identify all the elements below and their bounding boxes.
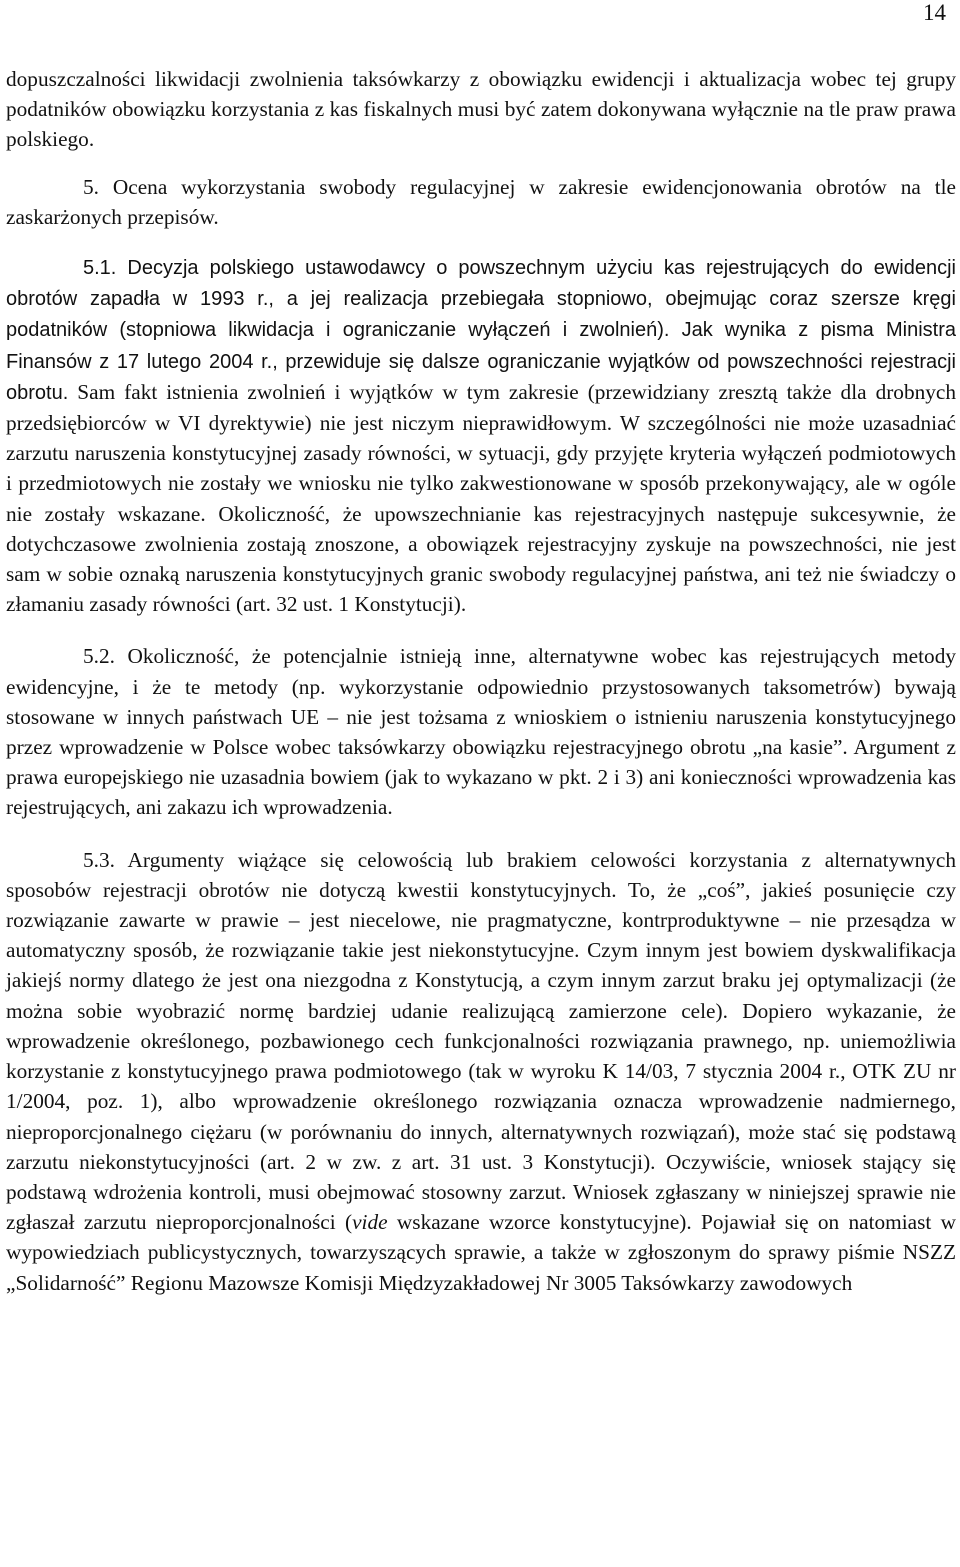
paragraph-continuation: dopuszczalności likwidacji zwolnienia taksówkarzy z obowiązku ewidencji i aktualizacja wobec tej grupy podatników obowiązku korzystania z kas fiskalnych musi być zatem dokonywana wyłącznie na tle praw prawa polskiego. [6,67,956,152]
paragraph-5-2: 5.2. Okoliczność, że potencjalnie istnieją inne, alternatywne wobec kas rejestrujących metody ewidencyjne, i że te metody (np. wykorzystanie odpowiednio przystosowanych taksometrów) bywają stosowane w innych państwach UE – nie jest tożsama z wnioskiem o istnieniu naruszenia konstytucyjnego przez wprowadzenie w Polsce wobec taksówkarzy obowiązku rejestracyjnego obrotu „na kasie”. Argument z prawa europejskiego nie uzasadnia bowiem (jak to wykazano w pkt. 2 i 3) ani konieczności wprowadzenia kas rejestrujących, ani zakazu ich wprowadzenia. [6,644,956,820]
paragraph-5-1 [6,252,956,619]
section-5-heading: 5. Ocena wykorzystania swobody regulacyjnej w zakresie ewidencjonowania obrotów na tle zaskarżonych przepisów. [6,174,956,229]
paragraph-5-3-part-a: 5.3. Argumenty wiążące się celowością lub brakiem celowości korzystania z alternatywnych sposobów rejestracji obrotów nie dotyczą kwestii konstytucyjnych. To, że „coś”, jakieś posunięcie czy rozwiązanie zawarte w prawie – jest niecelowe, nie pragmatyczne, kontrproduktywne – nie przesądza w automatyczny sposób, że rozwiązanie takie jest niekonstytucyjne. Czym innym jest bowiem dyskwalifikacja jakiejś normy dlatego że jest ona niezgodna z Konstytucją, a czym innym zarzut braku jej optymalizacji (że można sobie wyobrazić normę bardziej udanie realizującą zamierzone cele). Dopiero wykazanie, że wprowadzenie określonego, pozbawionego cech funkcjonalności rozwiązania prawnego, np. uniemożliwia korzystanie z konstytucyjnego prawa podmiotowego (tak w wyroku K 14/03, 7 stycznia 2004 r., OTK ZU nr 1/2004, poz. 1), albo wprowadzenie określonego rozwiązania oznacza wprowadzenie nadmiernego, nieproporcjonalnego ciężaru (w porównaniu do innych, alternatywnych rozwiązań), może stać się podstawą zarzutu niekonstytucyjności (art. 2 w zw. z art. 31 ust. 3 Konstytucji). Oczywiście, wniosek stający się podstawą wdrożenia kontroli, musi obejmować stosowny zarzut. Wniosek zgłaszany w niniejszej sprawie nie zgłaszał zarzutu nieproporcjonalności ( [6,847,956,1235]
paragraph-5-1-serif-part: Sam fakt istnienia zwolnień i wyjątków w tym zakresie (przewidziany zresztą także dla drobnych przedsiębiorców w VI dyrektywie) nie jest niczym nieprawidłowym. W szczególności nie może uzasadniać zarzutu naruszenia konstytucyjnej zasady równości, w sytuacji, gdy przyjęte kryteria wyłączeń podmiotowych i przedmiotowych nie zostały we wniosku nie tylko zakwestionowane w sposób przekonywający, ale w ogóle nie zostały wskazane. Okoliczność, że upowszechnianie kas rejestracyjnych następuje sukcesywnie, że dotychczasowe zwolnienia zostają znoszone, a obowiązek rejestracyjny zyskuje na powszechności, nie jest sam w sobie oznaką naruszenia konstytucyjnych granic swobody regulacyjnej państwa, ani też nie świadczy o złamaniu zasady równości (art. 32 ust. 1 Konstytucji). [6,379,957,617]
paragraph-5-3-part-b: wskazane wzorce konstytucyjne). Pojawiał się on natomiast w wypowiedziach publicystycznych, towarzyszących sprawie, a także w zgłoszonym do sprawy piśmie NSZZ „Solidarność” Regionu Mazowsze Komisji Międzyzakładowej Nr 3005 Taksówkarzy zawodowych [6,1210,956,1295]
paragraph-5-1-sans-part: 5.1. Decyzja polskiego ustawodawcy o powszechnym użyciu kas rejestrujących do ewidencji obrotów zapadła w 1993 r., a jej realizacja przebiegała stopniowo, obejmując coraz szersze kręgi podatników (stopniowa likwidacja i ograniczanie wyłączeń i zwolnień). Jak wynika z pisma Ministra Finansów z 17 lutego 2004 r., przewiduje się dalsze ograniczanie wyjątków od powszechności rejestracji obrotu. [6,257,956,404]
document-body [6,64,956,1298]
paragraph-5-3-italic: vide [352,1210,388,1235]
page-number: 14 [923,0,946,25]
paragraph-5-3 [6,845,956,1298]
